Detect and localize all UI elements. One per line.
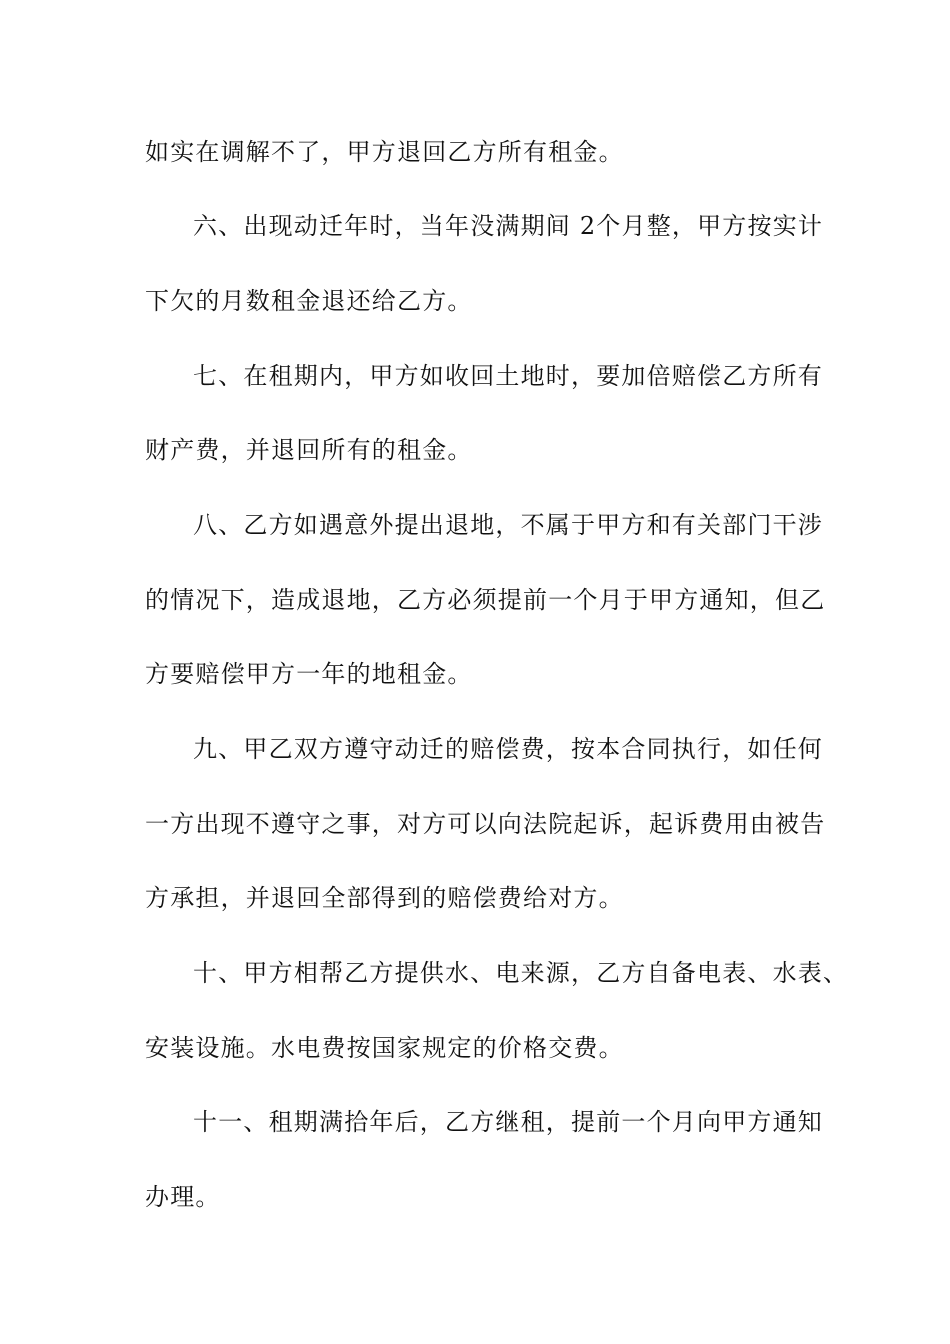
text-line: 安装设施。水电费按国家规定的价格交费。 [145,1034,624,1062]
clause-11-line: 十一、租期满拾年后，乙方继租，提前一个月向甲方通知 [193,1108,823,1136]
clause-8-line: 八、乙方如遇意外提出退地，不属于甲方和有关部门干涉 [193,511,823,539]
clause-7-line: 七、在租期内，甲方如收回土地时，要加倍赔偿乙方所有 [193,362,823,390]
text-line: 办理。 [145,1183,221,1211]
clause-6-line: 六、出现动迁年时，当年没满期间 2个月整，甲方按实计 [193,212,824,240]
text-line: 下欠的月数租金退还给乙方。 [145,287,473,315]
text-line: 如实在调解不了，甲方退回乙方所有租金。 [145,138,624,166]
text-line: 财产费，并退回所有的租金。 [145,436,473,464]
clause-9-line: 九、甲乙双方遵守动迁的赔偿费，按本合同执行，如任何 [193,735,823,763]
text-line: 方承担，并退回全部得到的赔偿费给对方。 [145,884,624,912]
text-line: 方要赔偿甲方一年的地租金。 [145,660,473,688]
clause-10-line: 十、甲方相帮乙方提供水、电来源，乙方自备电表、水表、 [193,959,849,987]
text-line: 一方出现不遵守之事，对方可以向法院起诉，起诉费用由被告 [145,810,826,838]
text-line: 的情况下，造成退地，乙方必须提前一个月于甲方通知，但乙 [145,586,826,614]
